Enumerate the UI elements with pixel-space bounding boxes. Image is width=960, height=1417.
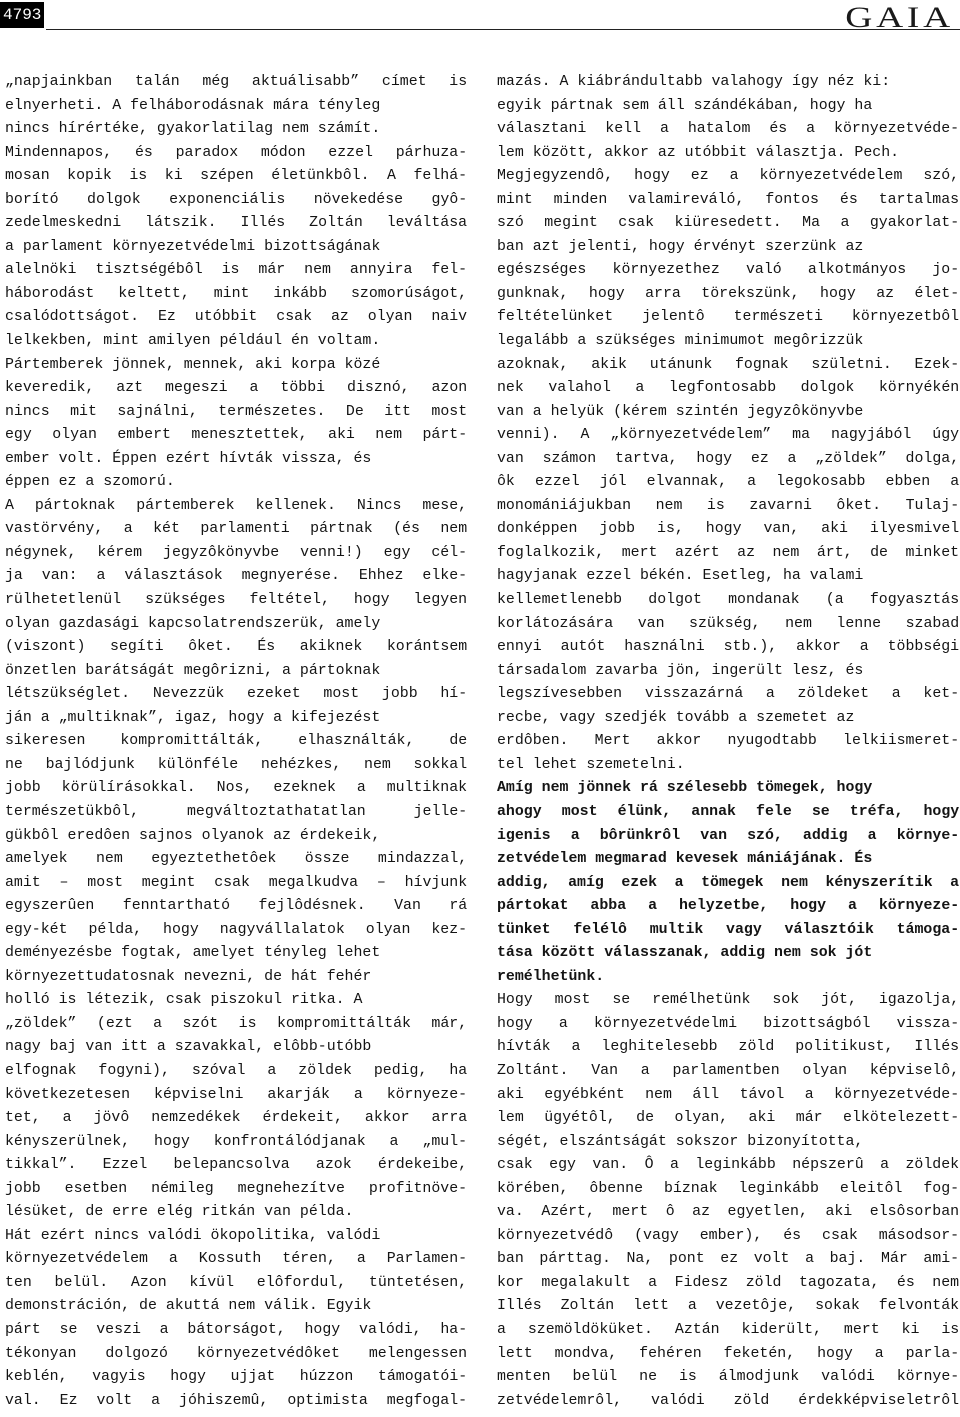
- text-line: egy olyan embert menesztettek, aki nem párt-: [5, 427, 468, 444]
- text-line: ahogy most élünk, annak fele se tréfa, hogy: [497, 803, 960, 820]
- text-line: legszívesebben visszazárná a zöldeket a ket-: [497, 686, 960, 703]
- text-line: Megjegyzendô, hogy ez a környezetvédelem szó,: [497, 168, 960, 185]
- text-line: ja van: a választások megnyerése. Ehhez elke-: [5, 568, 468, 585]
- text-line: négynek, kérem jegyzôkönyvbe venni!) egy cél-: [5, 544, 468, 561]
- text-line: tékonyan dolgozó környezetvédôket melengessen: [5, 1345, 468, 1362]
- text-line: zetvédelem megmarad kevesek mániájának. És: [497, 851, 873, 868]
- text-line: ján a „multiknak”, igaz, hogy a kifejezést: [5, 709, 381, 726]
- text-line: párt se veszi a bátorságot, hogy valódi, ha-: [5, 1321, 468, 1338]
- text-line: ôk ezzel jól elvannak, a legokosabb ebben a: [497, 474, 960, 491]
- text-line: ségét, elszántságát sokszor bizonyította,: [497, 1133, 864, 1150]
- text-line: következetesen képviselni akarják a környeze-: [5, 1086, 468, 1103]
- text-line: remélhetünk.: [497, 968, 605, 985]
- text-line: jobb körülírásokkal. Nos, ezeknek a multiknak: [5, 780, 468, 797]
- text-line: borító dolgok exponenciális növekedése gyô-: [5, 191, 468, 208]
- text-line: amelyek nem egyeztethetôek össze mindazzal,: [5, 851, 468, 868]
- text-line: Pártemberek jönnek, mennek, aki korpa közé: [5, 356, 381, 373]
- text-line: ember volt. Éppen ezért hívták vissza, és: [5, 450, 372, 467]
- text-line: nincs mit sajnálni, természetes. De itt most: [5, 403, 468, 420]
- text-line: nagy baj van itt a szavakkal, elôbb-utóbb: [5, 1039, 372, 1056]
- text-line: a parlament környezetvédelmi bizottságának: [5, 238, 381, 255]
- text-line: „napjainkban talán még aktuálisabb” címet is: [5, 74, 468, 90]
- page-number: 4793: [0, 2, 44, 28]
- text-line: Hát ezért nincs valódi ökopolitika, valódi: [5, 1227, 381, 1244]
- text-line: val. Ez volt a jóhiszemû, optimista megfogal-: [5, 1392, 468, 1409]
- text-line: va. Azért, mert ô az egyetlen, aki elsôsorban: [497, 1204, 960, 1221]
- text-line: egy-két példa, hogy nagyvállalatok olyan kez-: [5, 921, 468, 938]
- text-line: csak egy van. Ô a leginkább népszerû a zöldek: [497, 1157, 960, 1174]
- text-line: „zöldek” (ezt a szót is kompromittálták már,: [5, 1015, 468, 1032]
- text-line: gunknak, hogy arra törekszünk, hogy az élet-: [497, 285, 960, 302]
- text-line: szó megint csak kiüresedett. Ma a gyakorlat-: [497, 215, 960, 232]
- text-line: donképpen jobb is, hogy van, aki ilyesmivel: [497, 521, 960, 538]
- text-line: tet, a jövô nemzedékek érdekeit, akkor arra: [5, 1110, 468, 1127]
- text-line: választani kell a hatalom és a környezetvéde-: [497, 121, 960, 138]
- text-line: legalább a szükséges minimumot megôrizzük: [497, 333, 864, 350]
- text-line: természetükbôl, megváltoztathatatlan jelle-: [5, 803, 468, 820]
- text-line: háborodást keltett, mint inkább szomorúságot,: [5, 285, 468, 302]
- text-line: kor megalakult a Fidesz zöld tagozata, és nem: [497, 1274, 960, 1291]
- text-line: feltételünket jelentô természeti környezetbôl: [497, 309, 960, 326]
- text-line: környezetvédelem a Kossuth téren, a Parlamen-: [5, 1251, 468, 1268]
- text-line: rülhetetlenül szükséges feltétel, hogy legyen: [5, 592, 468, 609]
- text-line: mazás. A kiábrándultabb valahogy így néz ki:: [497, 74, 891, 90]
- text-line: ban párttag. Na, pont ez volt a baj. Már ami-: [497, 1251, 960, 1268]
- text-line: lésüket, de erre elég ritkán van példa.: [5, 1204, 354, 1221]
- text-line: deményezésbe fogtak, amelyet tényleg lehet: [5, 945, 381, 962]
- header-rule: [46, 29, 960, 30]
- text-line: jobb esetben némileg megnehezítve profitnöve-: [5, 1180, 468, 1197]
- text-line: egészséges környezethez való alkotmányos jo-: [497, 262, 960, 279]
- text-line: hagyjanak ezzel békén. Esetleg, ha valami: [497, 568, 864, 585]
- text-line: ne bajlódjunk különféle nehézkes, nem sokkal: [5, 756, 468, 773]
- text-line: lelkekben, mint amilyen például én voltam.: [5, 333, 381, 350]
- text-line: (viszont) segíti ôket. És akiknek korántsem: [5, 639, 468, 656]
- text-line: demonstráción, de akuttá nem válik. Egyik: [5, 1298, 372, 1315]
- text-line: elfognak fogyni), szóval a zöldek pedig, ha: [5, 1062, 468, 1079]
- text-line: keveredik, azt megeszi a többi disznó, azon: [5, 380, 468, 397]
- text-line: környezettudatosnak nevezni, de hát fehér: [5, 968, 372, 985]
- text-line: hívták a leghitelesebb zöld politikust, Illés: [497, 1039, 960, 1056]
- text-line: tása között válasszanak, addig nem sok jót: [497, 945, 873, 962]
- text-line: körében, ôbenne bíznak leginkább eleitôl fog-: [497, 1180, 960, 1197]
- text-line: monomániájukban nem is zavarni ôket. Tulaj-: [497, 497, 960, 514]
- text-line: csalódottságot. Ez utóbbit csak az olyan naiv: [5, 309, 468, 326]
- text-line: ennyi autót használni stb.), akkor a többségi: [497, 639, 960, 656]
- text-line: alelnöki tisztségébôl is már nem annyira fel-: [5, 262, 468, 279]
- text-line: venni). A „környezetvédelem” ma nagyjából úgy: [497, 427, 960, 444]
- text-line: elnyerheti. A felháborodásnak mára tényleg: [5, 97, 381, 114]
- text-line: addig, amíg ezek a tömegek nem kényszerítik a: [497, 874, 960, 891]
- text-line: Illés Zoltán lett a vezetôje, sokak felvonták: [497, 1298, 960, 1315]
- text-line: mint minden valamireváló, fontos és tartalmas: [497, 191, 960, 208]
- text-line: lem ügyétôl, de olyan, aki már elkötelezett-: [497, 1110, 960, 1127]
- text-line: olyan gazdasági kapcsolatrendszerük, amely: [5, 615, 381, 632]
- text-line: tikkal”. Ezzel belepancsolva azok érdekeibe,: [5, 1157, 468, 1174]
- text-line: ten belül. Azon kívül elôfordul, tüntetésen,: [5, 1274, 468, 1291]
- text-line: lett mondva, fehéren feketén, hogy a parla-: [497, 1345, 960, 1362]
- text-line: létszükséglet. Nevezzük ezeket most jobb hí-: [5, 686, 468, 703]
- page-header: [0, 0, 960, 34]
- text-line: zetvédelemrôl, valódi zöld érdekképviseletrôl: [497, 1392, 960, 1409]
- text-line: egyszerûen fenntartható fejlôdésnek. Van rá: [5, 898, 468, 915]
- text-line: azoknak, akik utánunk fognak születni. Ezek-: [497, 356, 960, 373]
- text-line: nincs hírértéke, gyakorlatilag nem számít.: [5, 121, 381, 138]
- text-line: vastörvény, a két parlamenti pártnak (és nem: [5, 521, 468, 538]
- text-line: lem között, akkor az utóbbit választja. Pech.: [497, 144, 900, 161]
- text-line: kényszerülnek, hogy konfrontálódjanak a „mul-: [5, 1133, 468, 1150]
- text-line: pártokat abba a helyzetbe, hogy a környeze-: [497, 898, 960, 915]
- text-line: nek valahol a legfontosabb dolgok környékén: [497, 380, 960, 397]
- text-line: önzetlen barátságát megôrizni, a pártoknak: [5, 662, 381, 679]
- text-line: menten belül ne is álmodjunk valódi környe-: [497, 1369, 960, 1386]
- text-line: korlátozására van szükség, nem lenne szabad: [497, 615, 960, 632]
- text-line: Zoltánt. Van a parlamentben olyan képviselô,: [497, 1062, 960, 1079]
- text-line: hogy a környezetvédelmi bizottságból vissza-: [497, 1015, 960, 1032]
- text-line: a szemöldöküket. Aztán kiderült, mert ki is: [497, 1321, 960, 1338]
- text-line: Mindennapos, és paradox módon ezzel párhuza-: [5, 144, 468, 161]
- article-left-column: [5, 71, 467, 1413]
- text-line: erdôben. Mert akkor nyugodtabb lelkiismeret-: [497, 733, 960, 750]
- text-line: tel lehet szemetelni.: [497, 756, 685, 773]
- text-line: egyik pártnak sem áll szándékában, hogy ha: [497, 97, 873, 114]
- text-line: tünket felélô multik vagy választóik támoga-: [497, 921, 960, 938]
- text-line: Amíg nem jönnek rá szélesebb tömegek, hogy: [497, 780, 873, 797]
- text-line: ban azt jelenti, hogy érvényt szerzünk az: [497, 238, 864, 255]
- text-line: aki egyébként nem áll távol a környezetvéde-: [497, 1086, 960, 1103]
- text-line: sikeresen kompromittálták, elhasználták, de: [5, 733, 468, 750]
- text-line: éppen ez a szomorú.: [5, 474, 175, 491]
- article-right-column: [497, 71, 959, 1413]
- text-line: igenis a bôrünkrôl van szó, addig a környe-: [497, 827, 960, 844]
- gaia-logo: GAIA: [845, 1, 954, 34]
- text-line: keblén, vagyis hogy ujjat húzzon támogatói-: [5, 1369, 468, 1386]
- text-line: van számon tartva, hogy ez a „zöldek” dolga,: [497, 450, 960, 467]
- text-line: Hogy most se remélhetünk sok jót, igazolja,: [497, 992, 960, 1009]
- text-line: recbe, vagy szedjék tovább a szemetet az: [497, 709, 855, 726]
- text-line: mosan kopik is ki szépen életünkbôl. A felhá-: [5, 168, 468, 185]
- text-line: holló is létezik, csak piszokul ritka. A: [5, 992, 363, 1009]
- text-line: gükbôl eredôen sajnos olyanok az érdekeik,: [5, 827, 381, 844]
- text-line: társadalom zavarba jön, ingerült lesz, és: [497, 662, 864, 679]
- text-line: A pártoknak pártemberek kellenek. Nincs mese,: [5, 497, 468, 514]
- text-line: zedelmeskedni látszik. Illés Zoltán leváltása: [5, 215, 468, 232]
- text-line: amit – most megint csak megalkudva – hívjunk: [5, 874, 468, 891]
- text-line: környezetvédô (vagy ember), és csak másodsor-: [497, 1227, 960, 1244]
- text-line: kellemetlenebb dolgot mondanak (a fogyasztás: [497, 592, 960, 609]
- text-line: foglalkozik, mert azért az nem árt, de minket: [497, 544, 960, 561]
- text-line: van a helyük (kérem szintén jegyzôkönyvbe: [497, 403, 864, 420]
